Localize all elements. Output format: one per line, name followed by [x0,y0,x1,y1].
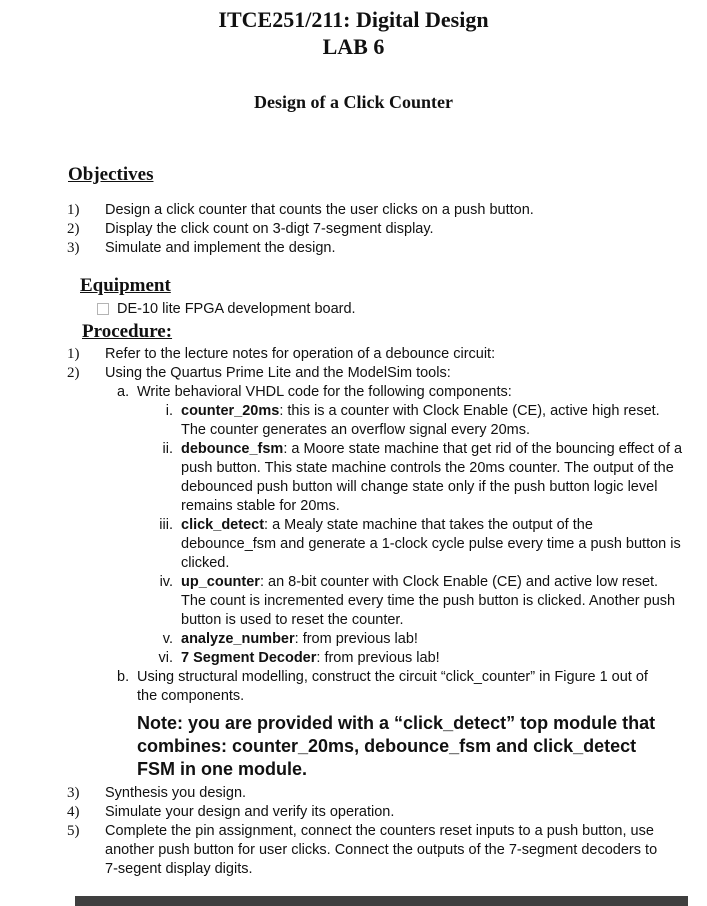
lab-title: LAB 6 [322,34,385,59]
objective-marker: 2) [67,221,80,237]
step-marker: 1) [67,346,80,362]
objective-text: Display the click count on 3-digt 7-segment display. [105,221,434,237]
equipment-heading: Equipment [80,275,171,296]
substep-marker: b. [117,669,130,685]
component-name: up_counter [181,574,260,590]
step-marker: 3) [67,785,80,801]
step-marker: 2) [67,365,80,381]
component-name: click_detect [181,517,265,533]
component-desc: : an 8-bit counter with Clock Enable (CE) and active low reset. The count is incremented every time the push button is clicked. Another push button is used to reset the counter. [181,574,676,628]
component-numeral: ii. [162,441,173,457]
component-item [0,573,707,630]
step-marker: 4) [67,804,80,820]
component-numeral: iv. [159,574,173,590]
substep-b [0,668,707,706]
step-text: Synthesis you design. [105,785,247,801]
checkbox-icon [97,303,109,315]
objective-item [0,201,707,220]
component-item [0,630,707,649]
component-item [0,516,707,573]
component-desc: : a Mealy state machine that takes the output of the debounce_fsm and generate a 1-clock cycle pulse every time a push button is clicked. [181,517,681,571]
component-numeral: iii. [159,517,173,533]
course-title: ITCE251/211: Digital Design [218,7,489,32]
component-name: analyze_number [181,631,295,647]
equipment-item-label: DE-10 lite FPGA development board. [117,301,356,317]
substep-text: Using structural modelling, construct the circuit “click_counter” in Figure 1 out of the components. [137,669,648,704]
component-name: counter_20ms [181,403,280,419]
component-item [0,649,707,668]
component-text [173,440,686,516]
substep-marker: a. [117,384,130,400]
component-desc: : this is a counter with Clock Enable (CE), active high reset. The counter generates an overflow signal every 20ms. [181,403,660,438]
component-item [0,440,707,516]
component-text [173,516,686,573]
component-text [173,573,686,630]
component-name: debounce_fsm [181,441,284,457]
objective-marker: 3) [67,240,80,256]
component-desc: : from previous lab! [316,650,440,666]
procedure-step-3 [0,784,707,803]
procedure-heading: Procedure: [82,321,173,342]
procedure-step-1 [0,345,707,364]
step-text: Complete the pin assignment, connect the counters reset inputs to a push button, use another push button for user clicks. Connect the outputs of the 7-segment decoders to 7-segent display digits. [105,823,658,877]
equipment-item [97,300,707,319]
objective-item [0,239,707,258]
component-numeral: vi. [158,650,173,666]
objectives-heading: Objectives [68,164,154,185]
component-text [173,630,418,649]
objective-text: Simulate and implement the design. [105,240,336,256]
procedure-step-5 [0,822,707,879]
step-text: Simulate your design and verify its operation. [105,804,395,820]
objective-text: Design a click counter that counts the user clicks on a push button. [105,202,534,218]
component-text [173,649,440,668]
component-numeral: v. [162,631,173,647]
title-block [0,0,707,113]
procedure-step-4 [0,803,707,822]
step-marker: 5) [67,823,80,839]
component-item [0,402,707,440]
objective-item [0,220,707,239]
component-name: 7 Segment Decoder [181,650,317,666]
substep-text: Write behavioral VHDL code for the following components: [137,384,512,400]
component-desc: : a Moore state machine that get rid of the bouncing effect of a push button. This state machine controls the 20ms counter. The output of the debounced push button will change state only if the push button logic level remains stable for 20ms. [181,441,683,514]
step-text: Refer to the lecture notes for operation of a debounce circuit: [105,346,496,362]
document-subtitle: Design of a Click Counter [254,92,453,112]
step-text: Using the Quartus Prime Lite and the ModelSim tools: [105,365,451,381]
note-text: Note: you are provided with a “click_detect” top module that combines: counter_20ms, debounce_fsm and click_detect FSM in one module. [137,713,656,779]
objective-marker: 1) [67,202,80,218]
component-text [173,402,686,440]
cropped-figure-top-edge [75,896,688,906]
component-desc: : from previous lab! [294,631,418,647]
substep-a [0,383,707,402]
procedure-step-2 [0,364,707,383]
component-numeral: i. [165,403,173,419]
